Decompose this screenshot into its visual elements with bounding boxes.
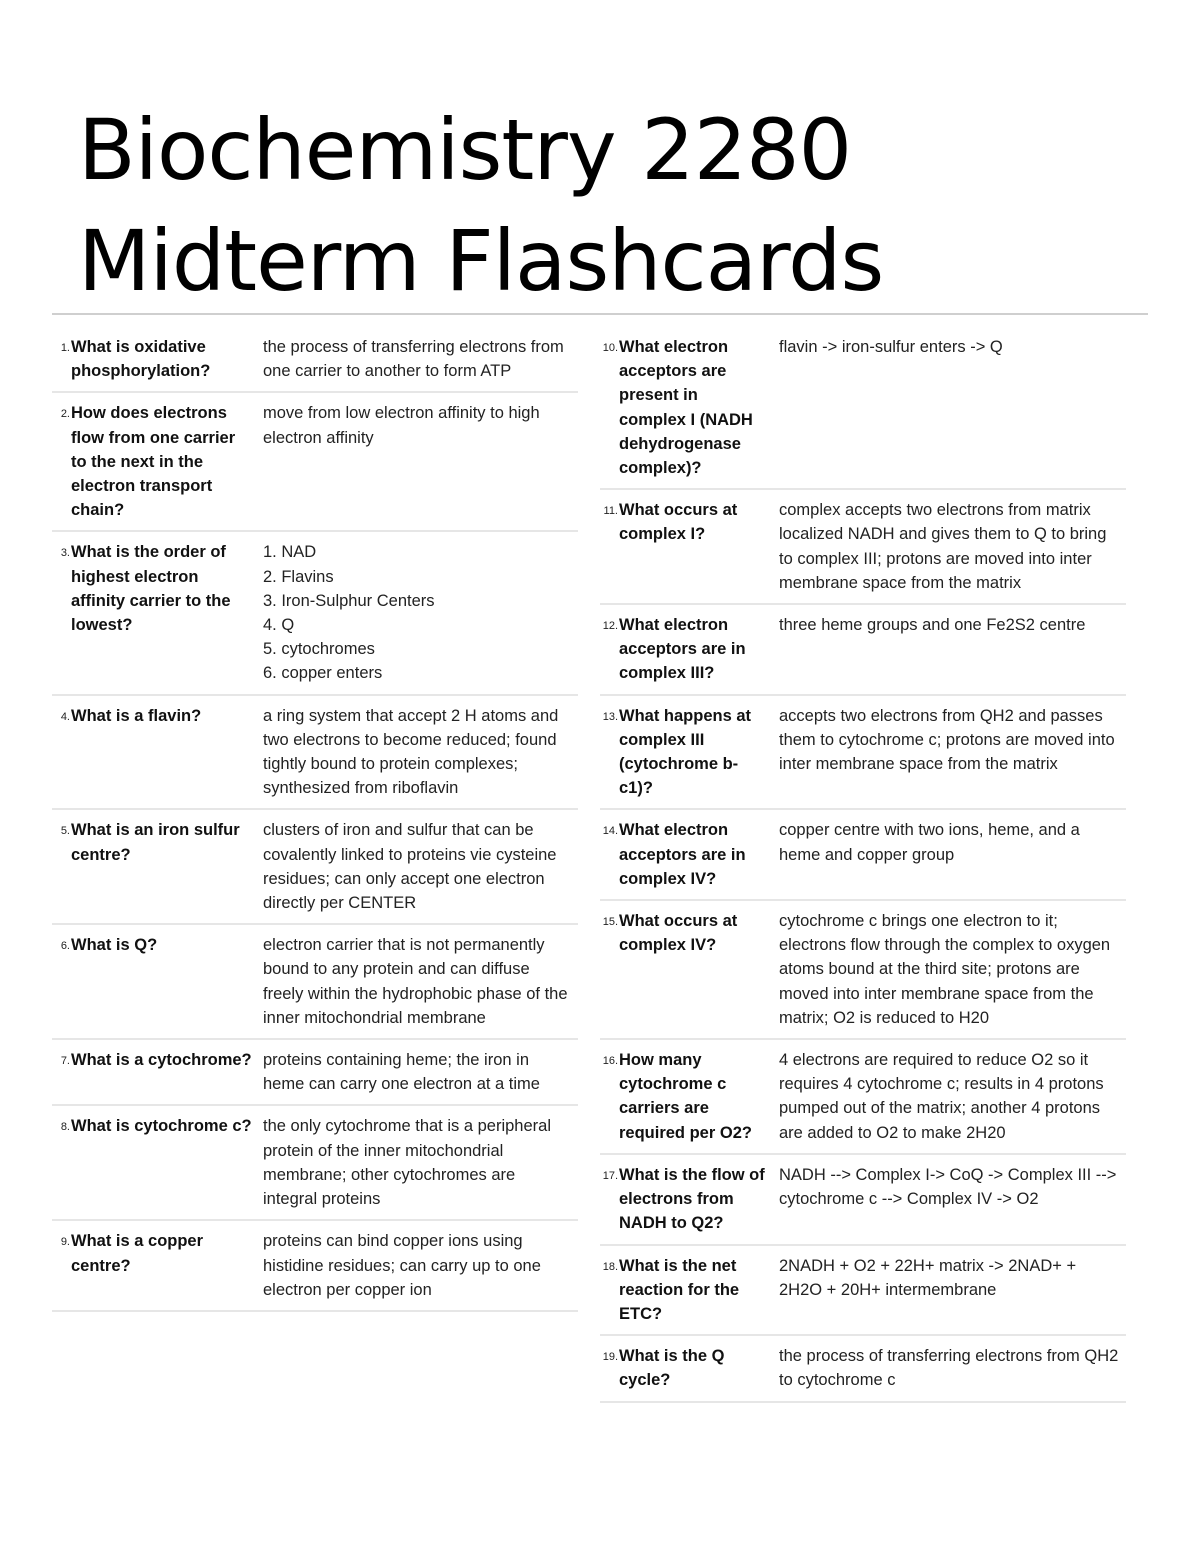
card-term: What occurs at complex I? — [619, 501, 738, 544]
card-number: 6. — [60, 940, 70, 953]
flashcard — [600, 907, 1126, 1040]
title-line-2: Midterm Flashcards — [78, 212, 884, 310]
flashcard — [600, 333, 1126, 490]
card-term: What electron acceptors are present in complex I (NADH dehydrogenase complex)? — [619, 338, 753, 478]
card-definition: the process of transferring electrons from QH2 to cytochrome c — [779, 1347, 1119, 1390]
card-number: 13. — [602, 710, 618, 723]
card-term: What is an iron sulfur centre? — [71, 821, 240, 864]
card-term: What is the flow of electrons from NADH to Q2? — [619, 1165, 765, 1233]
card-definition: cytochrome c brings one electron to it; electrons flow through the complex to oxygen atoms bound at the third site; protons are moved into inter membrane space from the matrix; O2 is reduced to H20 — [779, 912, 1111, 1027]
card-number: 10. — [602, 342, 618, 354]
card-number: 1. — [60, 342, 70, 354]
flashcard — [52, 538, 578, 695]
card-definition: three heme groups and one Fe2S2 centre — [779, 616, 1086, 635]
title-line-1: Biochemistry 2280 — [78, 101, 852, 199]
card-number: 17. — [602, 1169, 618, 1182]
card-term: What is the order of highest electron affinity carrier to the lowest? — [71, 543, 231, 635]
flashcard — [600, 1342, 1126, 1402]
card-definition: flavin -> iron-sulfur enters -> Q — [779, 338, 1003, 356]
card-definition: proteins can bind copper ions using histidine residues; can carry up to one electron per copper ion — [263, 1232, 541, 1299]
card-definition: 2NADH + O2 + 22H+ matrix -> 2NAD+ + 2H2O + 20H+ intermembrane — [779, 1256, 1077, 1299]
flashcard — [52, 399, 578, 532]
card-number: 14. — [602, 825, 618, 838]
card-definition: accepts two electrons from QH2 and passes them to cytochrome c; protons are moved into inter membrane space from the matrix — [779, 706, 1115, 774]
right-card-column — [600, 333, 1126, 1409]
card-term: What occurs at complex IV? — [619, 912, 738, 955]
card-definition: copper centre with two ions, heme, and a heme and copper group — [779, 821, 1080, 864]
card-definition: clusters of iron and sulfur that can be covalently linked to proteins vie cysteine residues; can only accept one electron directly per CENTER — [263, 821, 557, 913]
left-card-column — [52, 333, 578, 1318]
flashcard — [600, 496, 1126, 605]
card-term: What is oxidative phosphorylation? — [71, 338, 211, 381]
flashcard — [600, 1161, 1126, 1246]
flashcard — [52, 333, 578, 393]
card-number: 16. — [602, 1055, 618, 1068]
card-definition: the only cytochrome that is a peripheral protein of the inner mitochondrial membrane; other cytochromes are integral proteins — [263, 1117, 551, 1209]
card-number: 5. — [60, 825, 70, 838]
card-term: What is a flavin? — [71, 706, 202, 725]
flashcard — [52, 1227, 578, 1312]
card-definition: complex accepts two electrons from matrix localized NADH and gives them to Q to bring to complex III; protons are moved into inter membrane space from the matrix — [779, 501, 1107, 592]
card-number: 3. — [60, 547, 70, 560]
card-number: 12. — [602, 620, 618, 633]
card-number: 7. — [60, 1055, 70, 1068]
card-number: 15. — [602, 916, 618, 929]
card-term: What electron acceptors are in complex IV? — [619, 821, 746, 888]
card-number: 11. — [603, 505, 618, 518]
flashcard — [52, 702, 578, 811]
card-definition: the process of transferring electrons from one carrier to another to form ATP — [263, 338, 564, 381]
flashcard — [52, 1112, 578, 1221]
flashcard — [52, 931, 578, 1040]
card-number: 8. — [60, 1121, 70, 1134]
card-definition: electron carrier that is not permanently bound to any protein and can diffuse freely within the hydrophobic phase of the inner mitochondrial membrane — [263, 936, 568, 1027]
card-term: What is the net reaction for the ETC? — [619, 1256, 740, 1323]
flashcard — [600, 702, 1126, 811]
card-term: What is a copper centre? — [71, 1232, 204, 1275]
flashcard — [600, 1252, 1126, 1337]
card-term: How does electrons flow from one carrier to the next in the electron transport chain? — [71, 404, 236, 520]
title-divider — [52, 313, 1148, 315]
card-number: 19. — [602, 1351, 618, 1364]
card-number: 4. — [60, 710, 70, 723]
flashcard — [52, 816, 578, 925]
page-title — [78, 95, 883, 317]
card-number: 18. — [602, 1260, 618, 1273]
card-term: What is Q? — [71, 936, 158, 955]
card-term: What is a cytochrome? — [71, 1051, 252, 1070]
flashcard — [600, 1046, 1126, 1155]
card-term: What is cytochrome c? — [71, 1117, 252, 1136]
card-term: What is the Q cycle? — [619, 1347, 725, 1390]
flashcard — [600, 816, 1126, 901]
card-number: 2. — [60, 408, 70, 421]
card-definition: 4 electrons are required to reduce O2 so it requires 4 cytochrome c; results in 4 protons pumped out of the matrix; another 4 protons are added to O2 to make 2H20 — [779, 1051, 1104, 1142]
card-number: 9. — [60, 1236, 70, 1249]
flashcard — [600, 611, 1126, 696]
card-term: What happens at complex III (cytochrome b-c1)? — [619, 706, 752, 798]
card-term: What electron acceptors are in complex III? — [619, 616, 746, 683]
card-definition: NADH --> Complex I-> CoQ -> Complex III --> cytochrome c --> Complex IV -> O2 — [779, 1165, 1117, 1209]
flashcard — [52, 1046, 578, 1106]
card-definition: move from low electron affinity to high electron affinity — [263, 404, 540, 447]
card-definition: a ring system that accept 2 H atoms and two electrons to become reduced; found tightly bound to protein complexes; synthesized from riboflavin — [263, 706, 559, 798]
card-definition: 1. NAD 2. Flavins 3. Iron-Sulphur Centers 4. Q 5. cytochromes 6. copper enters — [263, 543, 435, 683]
card-definition: proteins containing heme; the iron in heme can carry one electron at a time — [263, 1051, 540, 1094]
card-term: How many cytochrome c carriers are required per O2? — [619, 1051, 752, 1142]
